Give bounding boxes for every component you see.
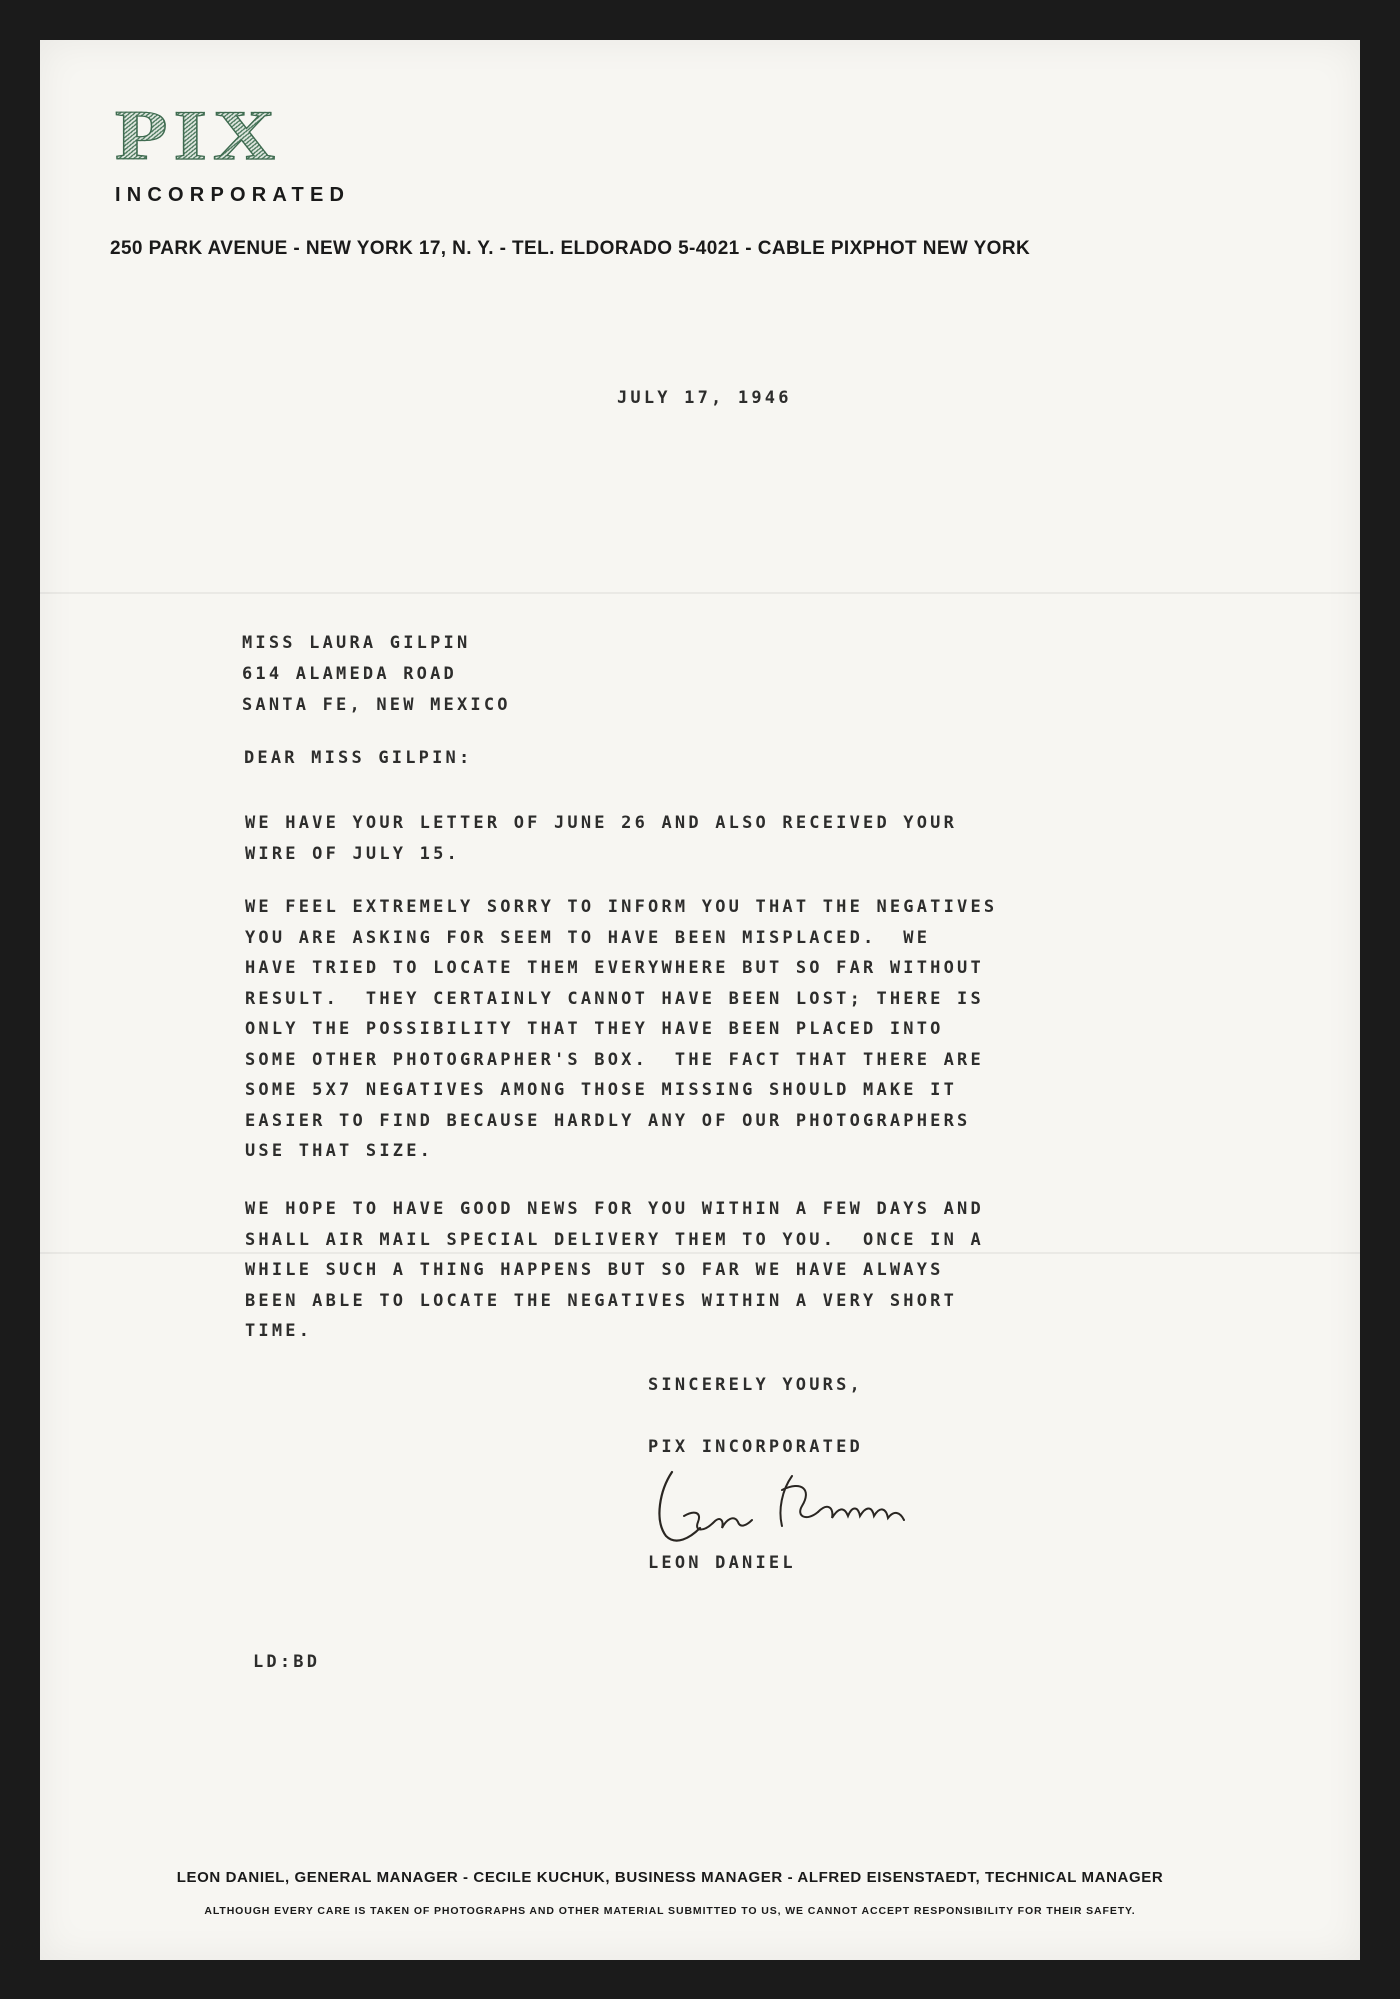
body-paragraph-2: WE FEEL EXTREMELY SORRY TO INFORM YOU THAT THE NEGATIVES YOU ARE ASKING FOR SEEM TO HAVE BEEN MISPLACED. WE HAVE TRIED TO LOCATE THEM EVERYWHERE BUT SO FAR WITHOUT RESULT. THEY CERTAINLY CANNOT HAVE BEEN LOST; THERE IS ONLY THE POSSIBILITY THAT THEY HAVE BEEN PLACED INTO SOME OTHER PHOTOGRAPHER'S BOX. THE FACT THAT THERE ARE SOME 5X7 NEGATIVES AMONG THOSE MISSING SHOULD MAKE IT EASIER TO FIND BECAUSE HARDLY ANY OF OUR PHOTOGRAPHERS USE THAT SIZE. — [245, 897, 998, 1161]
signer-name: LEON DANIEL — [648, 1553, 796, 1573]
signature-company: PIX INCORPORATED — [648, 1437, 863, 1457]
reference-initials: LD:BD — [253, 1652, 321, 1672]
footer-officers: LEON DANIEL, GENERAL MANAGER - CECILE KUCHUK, BUSINESS MANAGER - ALFRED EISENSTAEDT, TECHNICAL MANAGER — [176, 1869, 1164, 1886]
recipient-street: 614 ALAMEDA ROAD — [242, 664, 457, 684]
body-paragraph-3: WE HOPE TO HAVE GOOD NEWS FOR YOU WITHIN A FEW DAYS AND SHALL AIR MAIL SPECIAL DELIVERY THEM TO YOU. ONCE IN A WHILE SUCH A THING HAPPENS BUT SO FAR WE HAVE ALWAYS BEEN ABLE TO LOCATE THE NEGATIVES WITHIN A VERY SHORT TIME. — [245, 1199, 984, 1341]
letter-date: JULY 17, 1946 — [617, 388, 792, 408]
salutation: DEAR MISS GILPIN: — [244, 748, 473, 768]
footer-disclaimer: ALTHOUGH EVERY CARE IS TAKEN OF PHOTOGRAPHS AND OTHER MATERIAL SUBMITTED TO US, WE CANNOT ACCEPT RESPONSIBILITY FOR THEIR SAFETY. — [204, 1905, 1136, 1917]
recipient-address — [242, 628, 511, 721]
letterhead-address: 250 PARK AVENUE - NEW YORK 17, N. Y. - TEL. ELDORADO 5-4021 - CABLE PIXPHOT NEW YORK — [110, 238, 1031, 259]
handwritten-signature — [642, 1450, 922, 1550]
paper-fold-line — [40, 592, 1360, 594]
recipient-city: SANTA FE, NEW MEXICO — [242, 695, 511, 715]
body-paragraph-1: WE HAVE YOUR LETTER OF JUNE 26 AND ALSO RECEIVED YOUR WIRE OF JULY 15. — [245, 813, 958, 864]
closing: SINCERELY YOURS, — [648, 1375, 863, 1395]
company-logo: PIX — [115, 95, 282, 175]
company-logo-subtitle: INCORPORATED — [115, 184, 351, 206]
recipient-name: MISS LAURA GILPIN — [242, 633, 471, 653]
